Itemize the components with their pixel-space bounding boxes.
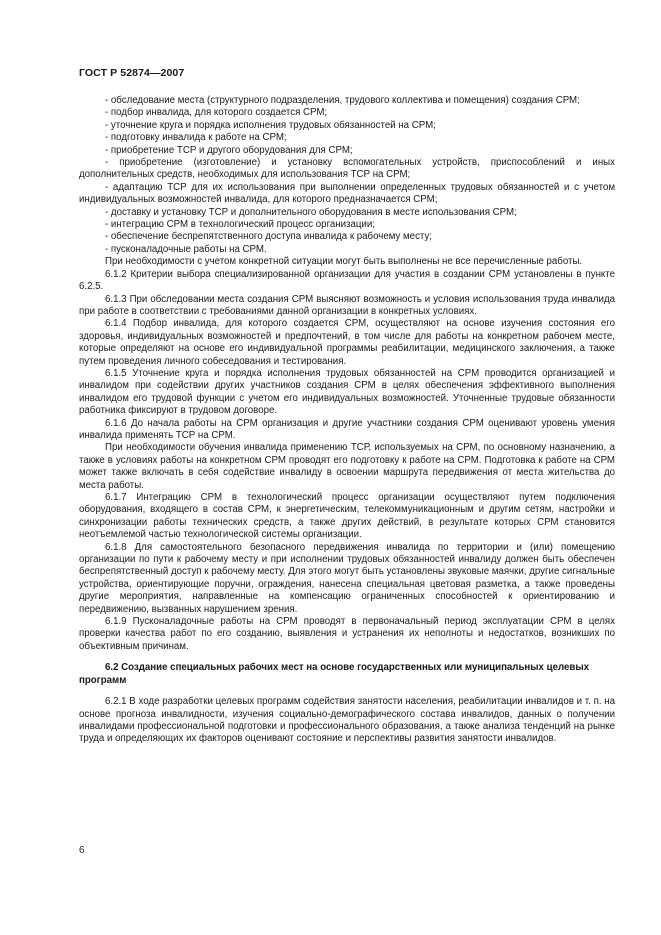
- clause-6-1-4: 6.1.4 Подбор инвалида, для которого создается СРМ, осуществляют на основе изучения состояния его здоровья, индивидуальных возможностей и предпочтений, в том числе для работы на конкретном рабочем месте, которые определяют на основе его индивидуальной программы реабилитации, медицинского заключения, а также путем проведения личного собеседования и тестирования.: [79, 318, 615, 367]
- clause-6-1-2: 6.1.2 Критерии выбора специализированной организации для участия в создании СРМ установлены в пункте 6.2.5.: [79, 268, 615, 293]
- clause-6-1-7: 6.1.7 Интеграцию СРМ в технологический процесс организации осуществляют путем подключения оборудования, входящего в состав СРМ, к энергетическим, телекоммуникационным и другим сетям, настройки и синхронизации работы технических средств, а также других действий, в результате которых СРМ становится неотъемлемой частью технологической системы организации.: [79, 492, 615, 541]
- body-paragraph: При необходимости с учетом конкретной ситуации могут быть выполнены не все перечисленные работы.: [105, 256, 583, 268]
- body-paragraph: При необходимости обучения инвалида применению ТСР, используемых на СРМ, по основному назначению, а также в условиях работы на конкретном СРМ проводят его подготовку к работе на СРМ. Подготовка к работе на СРМ может также включать в себя содействие инвалиду в освоении маршрута передвижения от места жительства до места работы.: [79, 442, 615, 491]
- list-item: - пусконаладочные работы на СРМ.: [105, 243, 267, 255]
- list-item: - обеспечение беспрепятственного доступа инвалида к рабочему месту;: [105, 231, 432, 243]
- list-item: - адаптацию ТСР для их использования при выполнении определенных трудовых обязанностей и с учетом индивидуальных возможностей инвалида, для которого предназначается СРМ;: [79, 181, 615, 206]
- list-item: - приобретение (изготовление) и установку вспомогательных устройств, приспособлений и иных дополнительных средств, необходимых для использования ТСР на СРМ;: [79, 157, 615, 181]
- clause-6-1-8: 6.1.8 Для самостоятельного безопасного передвижения инвалида по территории и (или) помещению организации по пути к рабочему месту и при исполнении трудовых обязанностей инвалиду должен быть обеспечен беспрепятственный доступ к рабочему месту. Для этого могут быть установлены звуковые маячки, другие сигнальные устройства, ориентирующие поручни, ограждения, нанесена специальная цветовая разметка, а также проведены другие мероприятия, направленные на компенсацию ограниченных способностей к ориентированию и передвижению, вызванных нарушением зрения.: [79, 541, 615, 615]
- clause-6-1-6: 6.1.6 До начала работы на СРМ организация и другие участники создания СРМ оценивают уровень умения инвалида применять ТСР на СРМ.: [79, 417, 615, 441]
- list-item: - подбор инвалида, для которого создается СРМ;: [105, 107, 328, 119]
- document-header: ГОСТ Р 52874—2007: [79, 67, 185, 79]
- clause-6-1-5: 6.1.5 Уточнение круга и порядка исполнения трудовых обязанностей на СРМ проводится организацией и инвалидом при содействии других участников создания СРМ в целях обеспечения эффективного выполнения инвалидом его трудовой функции с учетом его индивидуальных возможностей. Уточненные трудовые обязанности работника фиксируют в трудовом договоре.: [79, 367, 615, 417]
- page-number: 6: [79, 845, 85, 856]
- section-heading: 6.2 Создание специальных рабочих мест на основе государственных или муниципальных целевых программ: [79, 662, 589, 686]
- list-item: - уточнение круга и порядка исполнения трудовых обязанностей на СРМ;: [105, 119, 436, 131]
- list-item: - интеграцию СРМ в технологический процесс организации;: [105, 219, 375, 231]
- list-item: - приобретение ТСР и другого оборудования для СРМ;: [105, 144, 353, 156]
- clause-6-1-9: 6.1.9 Пусконаладочные работы на СРМ проводят в первоначальный период эксплуатации СРМ в целях проверки качества работ по его созданию, выявления и устранения их неполноты и недостатков, возникших по объективным причинам.: [79, 616, 615, 652]
- clause-6-1-3: 6.1.3 При обследовании места создания СРМ выясняют возможность и условия использования труда инвалида при работе в соответствии с требованиями данной организации в конкретных условиях.: [79, 293, 615, 317]
- list-item: - обследование места (структурного подразделения, трудового коллектива и помещения) создания СРМ;: [105, 95, 580, 106]
- document-body: [79, 95, 615, 746]
- work-list: [79, 95, 615, 256]
- clause-6-2-1: 6.2.1 В ходе разработки целевых программ содействия занятости населения, реабилитации инвалидов и т. п. на основе прогноза инвалидности, изучения социально-демографического состава инвалидов, данных о получении инвалидами профессиональной подготовки и профессионального образования, а также анализа тенденций на рынке труда и определяющих их факторов оценивают состояние и перспективы развития занятости инвалидов.: [79, 696, 615, 745]
- list-item: - подготовку инвалида к работе на СРМ;: [105, 132, 287, 144]
- list-item: - доставку и установку ТСР и дополнительного оборудования в месте использования СРМ;: [105, 206, 517, 218]
